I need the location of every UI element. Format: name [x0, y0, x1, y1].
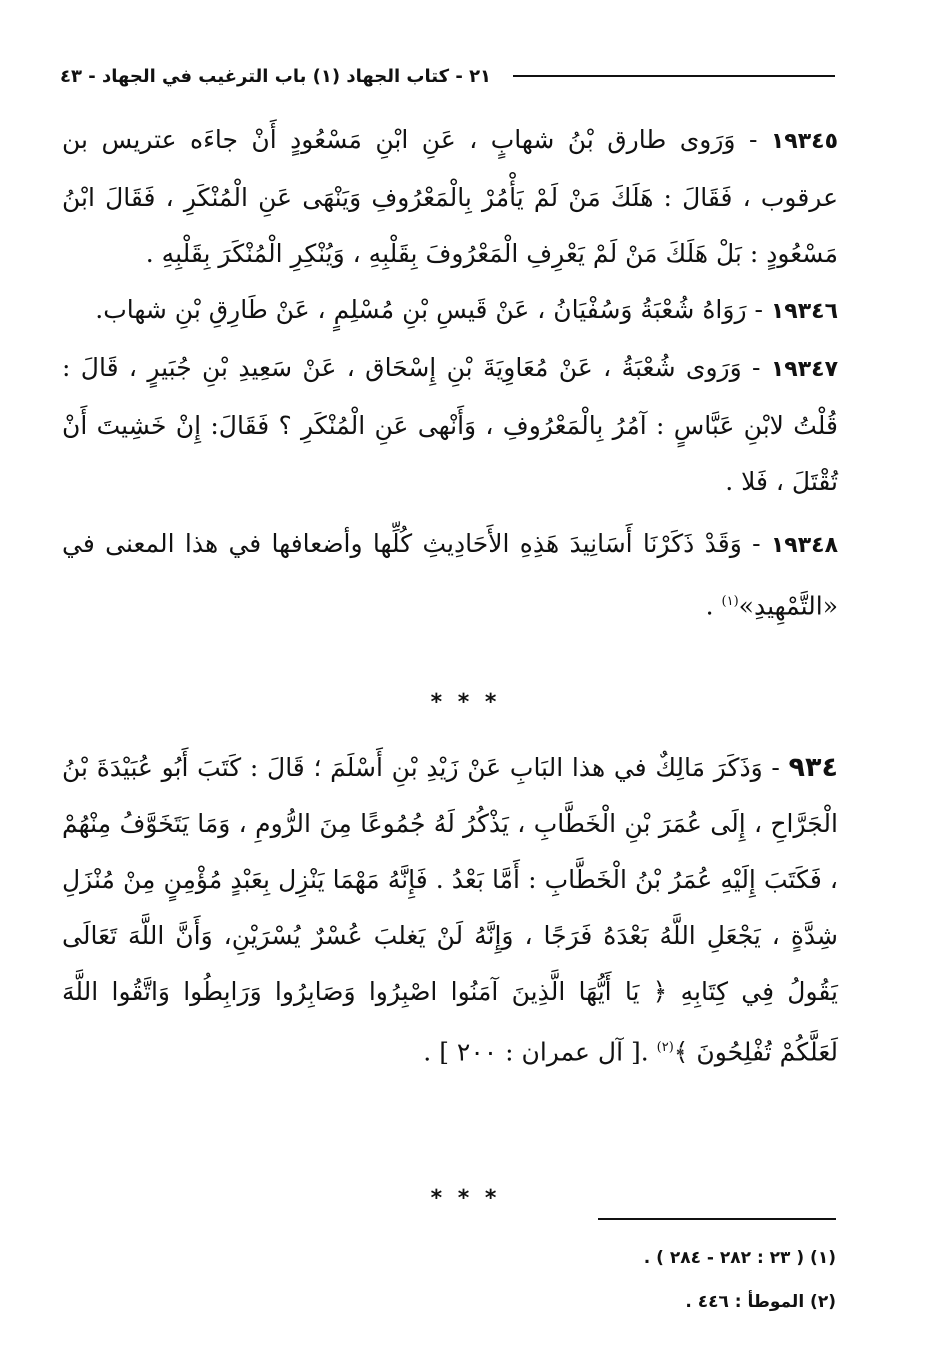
header-rule [513, 75, 835, 77]
hadith-number: ١٩٣٤٥ [770, 129, 838, 154]
main-paragraph [62, 740, 838, 1080]
hadith-text: - وَقَدْ ذَكَرْنَا أَسَانِيدَ هَذِهِ الأَحَادِيثِ كُلِّها وأضعافها في هذا المعنى في «التَّمْهِيدِ» [62, 529, 838, 621]
running-head [60, 56, 835, 96]
footnote-ref: (٢) [656, 1040, 674, 1055]
hadith-paragraph [62, 112, 838, 282]
main-number: ٩٣٤ [788, 752, 838, 783]
hadith-text: - رَوَاهُ شُعْبَةُ وَسُفْيَانُ ، عَنْ قَيسِ بْنِ مُسْلِمٍ ، عَنْ طَارِقِ بْنِ شهاب. [95, 295, 771, 324]
footnote-item: (٢) الموطأ : ٤٤٦ . [685, 1292, 836, 1312]
hadith-block [62, 112, 838, 634]
hadith-number: ١٩٣٤٦ [770, 299, 838, 324]
hadith-text: - وَرَوى طارق بْنُ شهابٍ ، عَنِ ابْنِ مَسْعُودٍ أَنْ جاءَه عتريس بن عرقوب ، فَقَالَ : هَلَكَ مَنْ لَمْ يَأْمُرْ بِالْمَعْرُوفِ وَيَنْهَى عَنِ الْمُنْكَرِ ، فَقَالَ ابْنُ مَسْعُودٍ : بَلْ هَلَكَ مَنْ لَمْ يَعْرِفِ الْمَعْرُوفَ بِقَلْبِهِ ، وَيُنْكِرِ الْمُنْكَرَ بِقَلْبِهِ . [62, 125, 838, 268]
hadith-tail: . [705, 591, 722, 621]
section-separator: * * * [430, 1186, 501, 1211]
hadith-number: ١٩٣٤٧ [770, 357, 838, 382]
hadith-number: ١٩٣٤٨ [770, 533, 838, 558]
main-block [62, 740, 838, 1080]
section-separator: * * * [430, 690, 501, 715]
footnote-rule [598, 1218, 836, 1220]
main-tail: .[ آل عمران : ٢٠٠ ] . [423, 1037, 657, 1067]
main-text: - وَذَكَرَ مَالِكٌ في هذا البَابِ عَنْ زَيْدِ بْنِ أَسْلَمَ ؛ قَالَ : كَتَبَ أَبُو عُبَيْدَةَ بْنُ الْجَرَّاحِ ، إِلَى عُمَرَ بْنِ الْخَطَّابِ ، يَذْكُرُ لَهُ جُمُوعًا مِنَ الرُّومِ ، وَمَا يَتَخَوَّفُ مِنْهُمْ ، فَكَتَبَ إِلَيْهِ عُمَرُ بْنُ الْخَطَّابِ : أَمَّا بَعْدُ . فَإِنَّهُ مَهْمَا يَنْزِل بِعَبْدٍ مُؤْمِنٍ مِنْ مُنْزَلِ شِدَّةٍ ، يَجْعَلِ اللَّهُ بَعْدَهُ فَرَجًا ، وَإِنَّهُ لَنْ يَغلبَ عُسْرٌ يُسْرَيْنِ، وَأَنَّ اللَّهَ تَعَالَى يَقُولُ فِي كِتَابِهِ ﴿ يَا أَيُّهَا الَّذِينَ آمَنُوا اصْبِرُوا وَصَابِرُوا وَرَابِطُوا وَاتَّقُوا اللَّهَ لَعَلَّكُمْ تُفْلِحُونَ ﴾ [62, 753, 838, 1067]
footnote-item: (١) ( ٢٣ : ٢٨٢ - ٢٨٤ ) . [643, 1248, 836, 1268]
hadith-text: - وَرَوى شُعْبَةُ ، عَنْ مُعَاوِيَةَ بْنِ إِسْحَاق ، عَنْ سَعِيدِ بْنِ جُبَيرٍ ، قَالَ : قُلْتُ لابْنِ عَبَّاسٍ : آمُرُ بِالْمَعْرُوفِ ، وَأَنْهى عَنِ الْمُنْكَرِ ؟ فَقَالَ: إِنْ خَشِيتَ أَنْ تُقْتَلَ ، فَلا . [62, 353, 838, 496]
hadith-paragraph [62, 340, 838, 510]
hadith-paragraph [62, 282, 838, 340]
footnotes [560, 1236, 836, 1324]
hadith-paragraph [62, 516, 838, 634]
footnote-ref: (١) [721, 594, 739, 609]
running-head-title: ٢١ - كتاب الجهاد (١) باب الترغيب في الجهاد - ٤٣ [60, 65, 492, 87]
